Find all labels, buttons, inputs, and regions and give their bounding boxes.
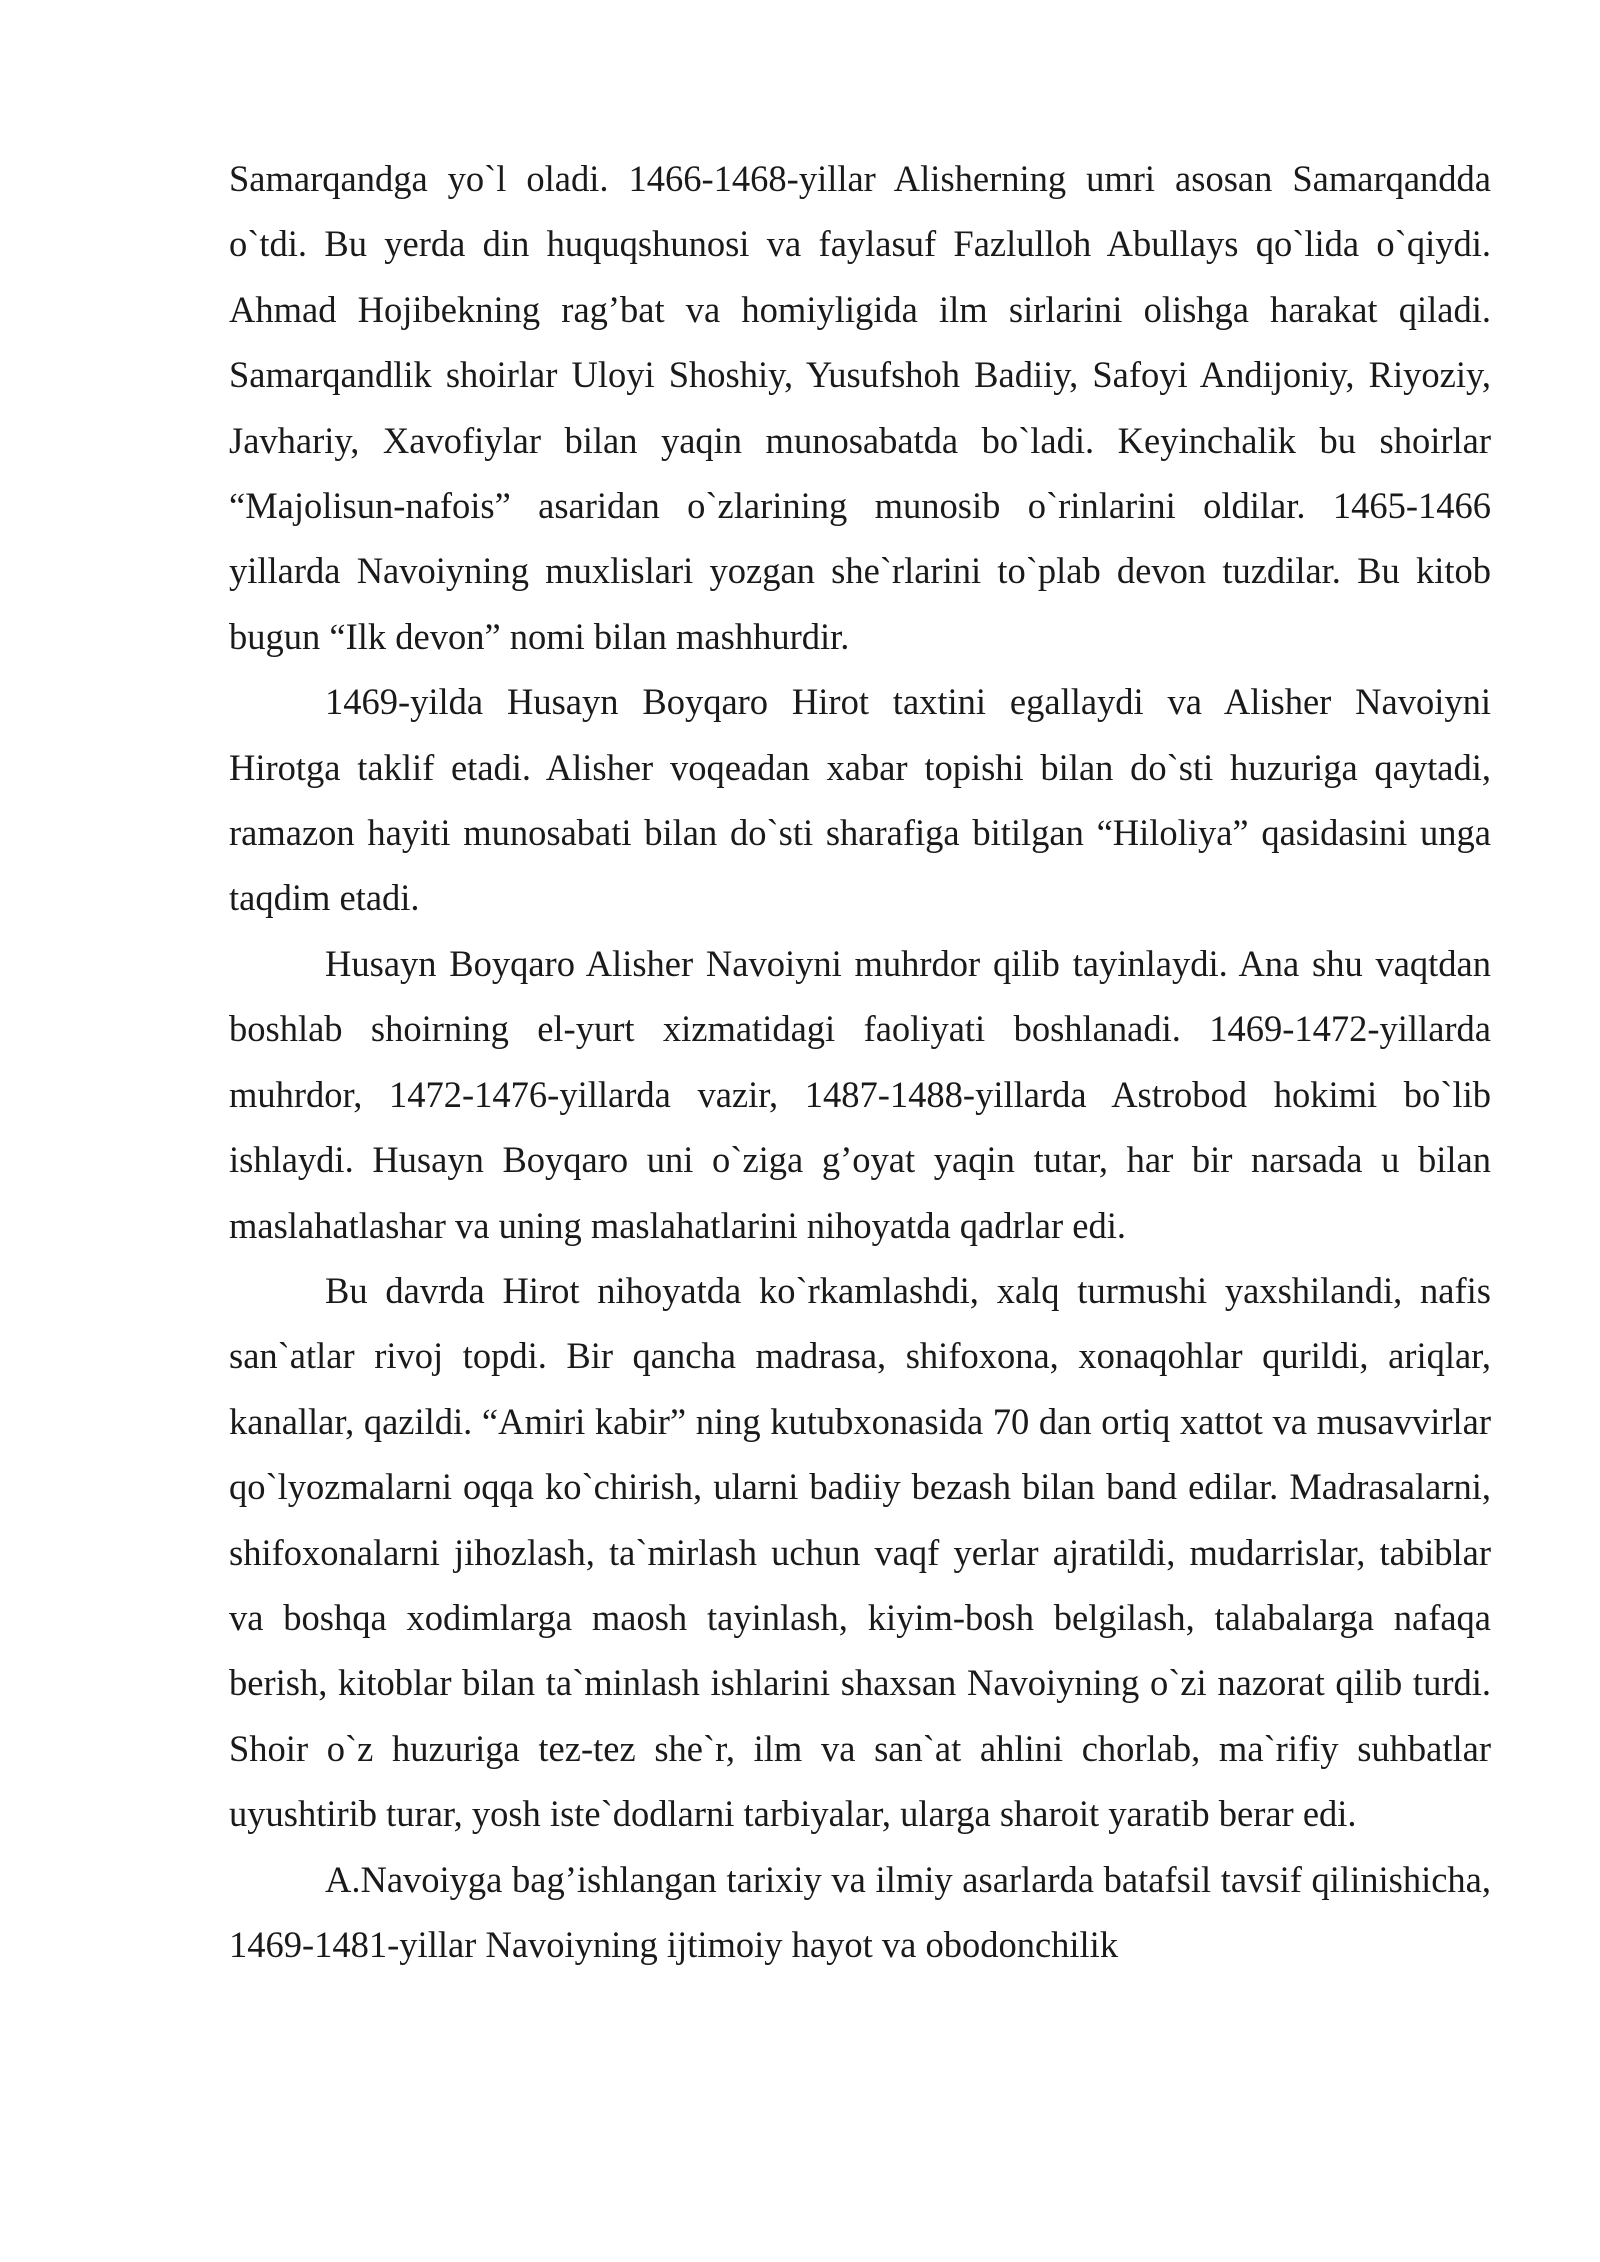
body-text (229, 146, 1491, 1977)
paragraph-5: A.Navoiyga bag’ishlangan tarixiy va ilmiy asarlarda batafsil tavsif qilinishicha, 1469-1481-yillar Navoiyning ijtimoiy hayot va obodonchilik (229, 1858, 1491, 1965)
paragraph-2: 1469-yilda Husayn Boyqaro Hirot taxtini egallaydi va Alisher Navoiyni Hirotga taklif etadi. Alisher voqeadan xabar topishi bilan do`sti huzuriga qaytadi, ramazon hayiti munosabati bilan do`sti sharafiga bitilgan “Hiloliya” qasidasini unga taqdim etadi. (229, 681, 1491, 919)
paragraph-4: Bu davrda Hirot nihoyatda ko`rkamlashdi, xalq turmushi yaxshilandi, nafis san`atlar rivoj topdi. Bir qancha madrasa, shifoxona, xonaqohlar qurildi, ariqlar, kanallar, qazildi. “Amiri kabir” ning kutubxonasida 70 dan ortiq xattot va musavvirlar qo`lyozmalarni oqqa ko`chirish, ularni badiiy bezash bilan band edilar. Madrasalarni, shifoxonalarni jihozlash, ta`mirlash uchun vaqf yerlar ajratildi, mudarrislar, tabiblar va boshqa xodimlarga maosh tayinlash, kiyim-bosh belgilash, talabalarga nafaqa berish, kitoblar bilan ta`minlash ishlarini shaxsan Navoiyning o`zi nazorat qilib turdi. Shoir o`z huzuriga tez-tez she`r, ilm va san`at ahlini chorlab, ma`rifiy suhbatlar uyushtirib turar, yosh iste`dodlarni tarbiyalar, ularga sharoit yaratib berar edi. (229, 1269, 1491, 1835)
paragraph-1: Samarqandga yo`l oladi. 1466-1468-yillar Alisherning umri asosan Samarqandda o`tdi. Bu yerda din huquqshunosi va faylasuf Fazlulloh Abullays qo`lida o`qiydi. Ahmad Hojibekning rag’bat va homiyligida ilm sirlarini olishga harakat qiladi. Samarqandlik shoirlar Uloyi Shoshiy, Yusufshoh Badiiy, Safoyi Andijoniy, Riyoziy, Javhariy, Xavofiylar bilan yaqin munosabatda bo`ladi. Keyinchalik bu shoirlar “Majolisun-nafois” asaridan o`zlarining munosib o`rinlarini oldilar. 1465-1466 yillarda Navoiyning muxlislari yozgan she`rlarini to`plab devon tuzdilar. Bu kitob bugun “Ilk devon” nomi bilan mashhurdir. (229, 158, 1491, 657)
paragraph-3: Husayn Boyqaro Alisher Navoiyni muhrdor qilib tayinlaydi. Ana shu vaqtdan boshlab shoirning el-yurt xizmatidagi faoliyati boshlanadi. 1469-1472-yillarda muhrdor, 1472-1476-yillarda vazir, 1487-1488-yillarda Astrobod hokimi bo`lib ishlaydi. Husayn Boyqaro uni o`ziga g’oyat yaqin tutar, har bir narsada u bilan maslahatlashar va uning maslahatlarini nihoyatda qadrlar edi. (229, 942, 1491, 1246)
